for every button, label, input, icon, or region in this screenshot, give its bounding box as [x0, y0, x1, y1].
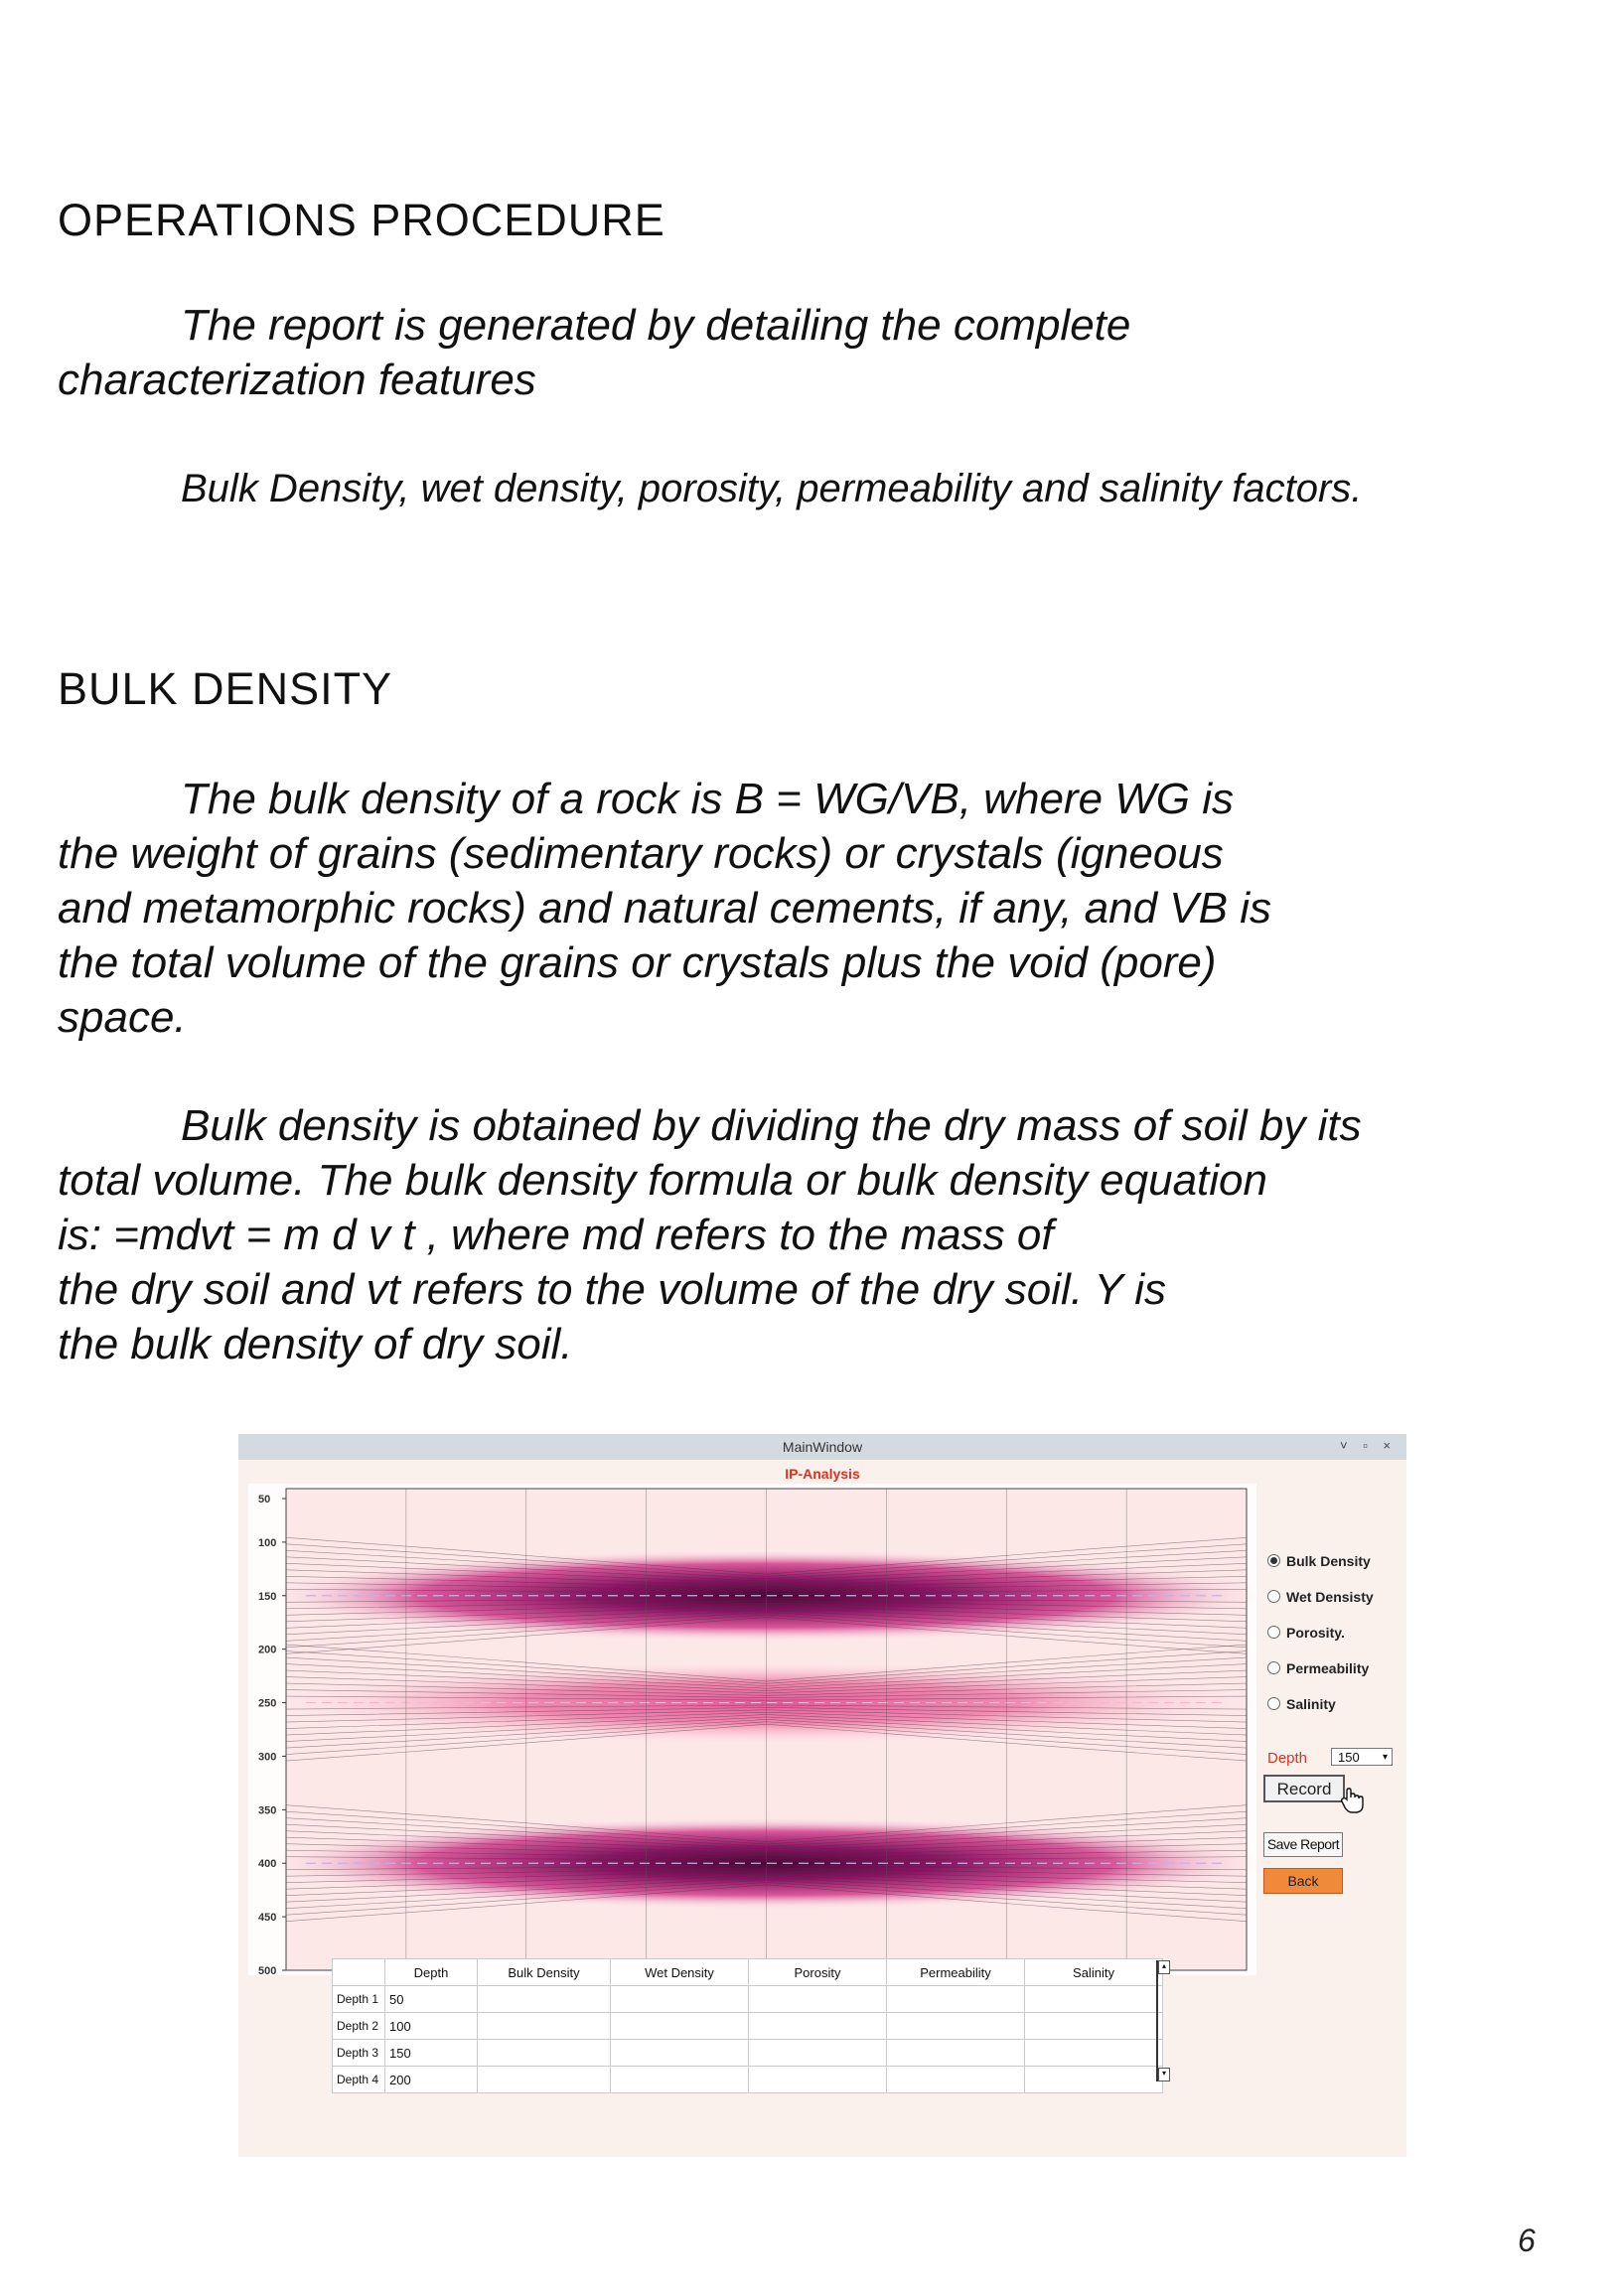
- radio-unchecked-icon[interactable]: [1267, 1661, 1280, 1674]
- depth-cell[interactable]: 100: [385, 2013, 478, 2040]
- back-button[interactable]: Back: [1263, 1868, 1343, 1894]
- depth-plot: [248, 1484, 1256, 1975]
- window-controls[interactable]: ˅ ▫ ×: [1339, 1438, 1397, 1453]
- row-header: Depth 3: [333, 2040, 385, 2067]
- table-row[interactable]: [333, 2040, 1163, 2067]
- p2-line-2: total volume. The bulk density formula or bulk density equation: [58, 1156, 1267, 1205]
- y-tick-label: 350: [258, 1804, 277, 1817]
- radio-unchecked-icon[interactable]: [1267, 1626, 1280, 1639]
- chevron-down-icon: ▾: [1382, 1752, 1388, 1763]
- radio-checked-icon[interactable]: [1267, 1554, 1280, 1567]
- depth-plot-svg: [248, 1484, 1256, 1975]
- depth-cell[interactable]: 200: [385, 2067, 478, 2093]
- table-cell[interactable]: [887, 2067, 1025, 2093]
- intro-paragraph: [58, 298, 1569, 407]
- table-cell[interactable]: [749, 2040, 887, 2067]
- factors-line: Bulk Density, wet density, porosity, permeability and salinity factors.: [181, 467, 1363, 510]
- p1-line-4: the total volume of the grains or crystals plus the void (pore): [58, 938, 1217, 987]
- column-header[interactable]: Salinity: [1025, 1959, 1163, 1986]
- p1-line-1: The bulk density of a rock is B = WG/VB, where WG is: [181, 775, 1235, 823]
- radio-option[interactable]: [1267, 1589, 1374, 1605]
- page-number: 6: [1518, 2223, 1536, 2258]
- table-cell[interactable]: [611, 2013, 749, 2040]
- intro-line-1: The report is generated by detailing the complete: [181, 301, 1131, 350]
- column-header[interactable]: Permeability: [887, 1959, 1025, 1986]
- hand-cursor-icon: [1341, 1787, 1367, 1814]
- p1-line-5: space.: [58, 993, 187, 1042]
- y-tick-label: 400: [258, 1858, 277, 1871]
- column-header[interactable]: Wet Density: [611, 1959, 749, 1986]
- y-tick-label: 450: [258, 1912, 277, 1925]
- y-tick-label: 200: [258, 1644, 277, 1656]
- radio-label: Wet Densisty: [1286, 1589, 1374, 1605]
- radio-option[interactable]: [1267, 1696, 1336, 1712]
- y-tick-label: 150: [258, 1590, 277, 1603]
- bulk-paragraph-2: [58, 1098, 1569, 1371]
- p2-line-1: Bulk density is obtained by dividing the dry mass of soil by its: [181, 1101, 1362, 1150]
- app-subtitle: IP-Analysis: [785, 1466, 860, 1482]
- table-cell[interactable]: [1025, 2067, 1163, 2093]
- table-cell[interactable]: [611, 1986, 749, 2013]
- row-header: Depth 1: [333, 1986, 385, 2013]
- depth-label: Depth: [1267, 1750, 1308, 1767]
- table-cell[interactable]: [887, 1986, 1025, 2013]
- table-row[interactable]: [333, 1986, 1163, 2013]
- section-heading-operations: OPERATIONS PROCEDURE: [58, 195, 665, 245]
- table-cell[interactable]: [887, 2013, 1025, 2040]
- window-title: MainWindow: [782, 1439, 863, 1455]
- column-header[interactable]: Porosity: [749, 1959, 887, 1986]
- table-cell[interactable]: [478, 2013, 611, 2040]
- radio-label: Bulk Density: [1286, 1553, 1371, 1569]
- depth-cell[interactable]: 50: [385, 1986, 478, 2013]
- radio-unchecked-icon[interactable]: [1267, 1590, 1280, 1603]
- radio-unchecked-icon[interactable]: [1267, 1697, 1280, 1710]
- table-row[interactable]: [333, 2067, 1163, 2093]
- table-cell[interactable]: [611, 2067, 749, 2093]
- row-header: Depth 4: [333, 2067, 385, 2093]
- table-cell[interactable]: [1025, 2013, 1163, 2040]
- radio-label: Salinity: [1286, 1696, 1336, 1712]
- table-cell[interactable]: [611, 2040, 749, 2067]
- table-cell[interactable]: [887, 2040, 1025, 2067]
- table-cell[interactable]: [749, 2013, 887, 2040]
- bulk-paragraph-1: [58, 772, 1569, 1045]
- depth-select-value: 150: [1338, 1750, 1360, 1765]
- table-row[interactable]: [333, 2013, 1163, 2040]
- scroll-down-icon[interactable]: ▾: [1158, 2068, 1170, 2081]
- p2-line-4: the dry soil and vt refers to the volume of the dry soil. Y is: [58, 1265, 1167, 1314]
- table-cell[interactable]: [478, 2067, 611, 2093]
- plot-y-ticks: [258, 1494, 286, 1975]
- radio-option[interactable]: [1267, 1553, 1371, 1569]
- section-heading-bulk-density: BULK DENSITY: [58, 663, 393, 714]
- scroll-up-icon[interactable]: ▴: [1158, 1960, 1170, 1974]
- radio-option[interactable]: [1267, 1625, 1345, 1641]
- depth-cell[interactable]: 150: [385, 2040, 478, 2067]
- table-cell[interactable]: [478, 1986, 611, 2013]
- y-tick-label: 100: [258, 1536, 277, 1549]
- table-cell[interactable]: [1025, 1986, 1163, 2013]
- p2-line-5: the bulk density of dry soil.: [58, 1320, 573, 1368]
- table-header-row: [333, 1959, 1163, 1986]
- radio-option[interactable]: [1267, 1660, 1369, 1676]
- title-bar: [238, 1434, 1406, 1460]
- table-cell[interactable]: [749, 1986, 887, 2013]
- table-cell[interactable]: [1025, 2040, 1163, 2067]
- record-button[interactable]: Record: [1263, 1775, 1345, 1802]
- app-window: [238, 1434, 1406, 2157]
- column-header[interactable]: Depth: [385, 1959, 478, 1986]
- row-header: Depth 2: [333, 2013, 385, 2040]
- radio-label: Permeability: [1286, 1660, 1370, 1676]
- save-report-button[interactable]: Save Report: [1263, 1832, 1343, 1857]
- column-header[interactable]: Bulk Density: [478, 1959, 611, 1986]
- results-table: [332, 1958, 1163, 2093]
- radio-label: Porosity.: [1286, 1625, 1345, 1641]
- y-tick-label: 300: [258, 1751, 277, 1764]
- y-tick-label: 500: [258, 1965, 277, 1975]
- y-tick-label: 250: [258, 1697, 277, 1710]
- table-scrollbar[interactable]: [1156, 1960, 1168, 2081]
- intro-line-2: characterization features: [58, 356, 536, 404]
- p2-line-3: is: =mdvt = m d v t , where md refers to the mass of: [58, 1211, 1054, 1259]
- p1-line-3: and metamorphic rocks) and natural cements, if any, and VB is: [58, 884, 1271, 933]
- depth-select[interactable]: [1331, 1748, 1393, 1766]
- table-corner: [333, 1959, 385, 1986]
- table-cell[interactable]: [478, 2040, 611, 2067]
- table-cell[interactable]: [749, 2067, 887, 2093]
- y-tick-label: 50: [258, 1494, 271, 1506]
- p1-line-2: the weight of grains (sedimentary rocks) or crystals (igneous: [58, 829, 1224, 878]
